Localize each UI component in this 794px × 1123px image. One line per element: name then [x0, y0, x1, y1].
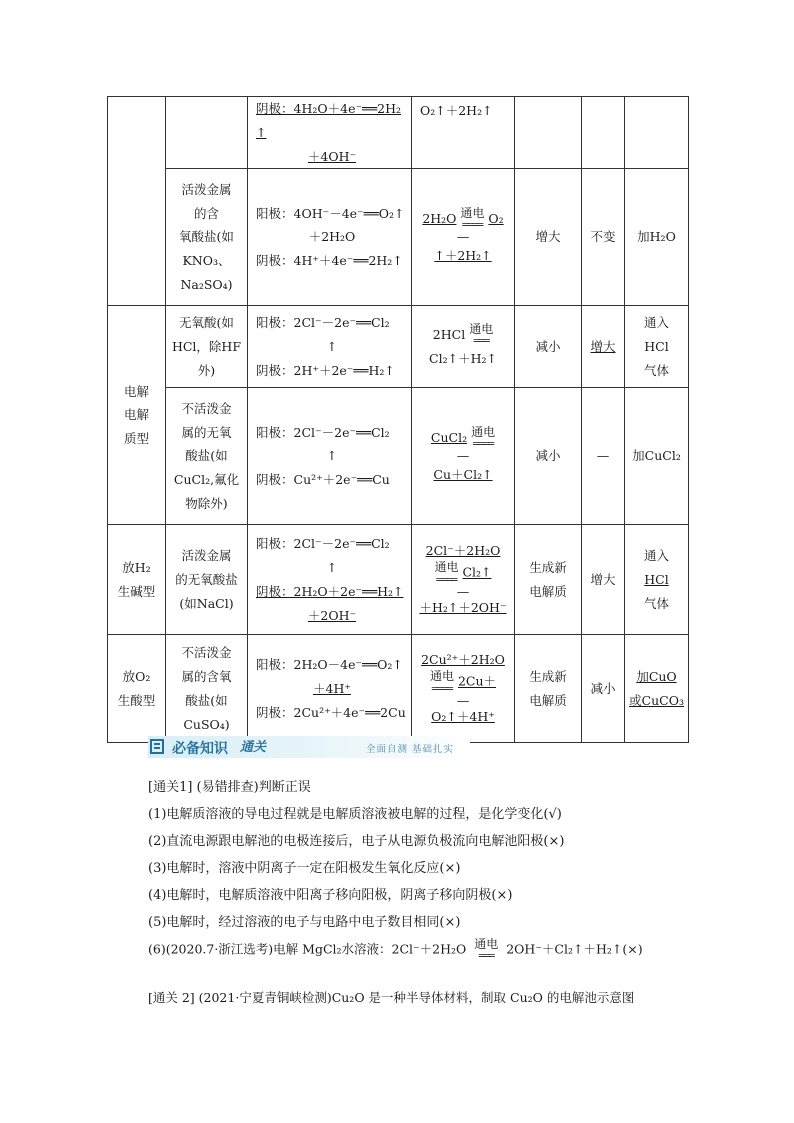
question-heading: [通关1] (易错排查)判断正误	[148, 780, 311, 795]
cathode-reaction-cont: ＋4OH⁻	[307, 148, 357, 164]
restore-method: 加CuO 或CuCO₃	[625, 635, 689, 743]
anode-reaction: 阳极：2Cl⁻－2e⁻══Cl₂	[256, 536, 390, 552]
equation-reactant: 2H₂O	[422, 210, 457, 226]
electrolysis-condition: 通电 ═══	[469, 321, 494, 348]
table-row	[108, 388, 689, 525]
change-cell	[582, 97, 625, 169]
ph-change: 生成新 电解质	[515, 525, 582, 635]
anode-reaction: 阳极：2H₂O－4e⁻══O₂↑	[256, 657, 403, 673]
table-row	[108, 306, 689, 388]
ph-cell	[515, 97, 582, 169]
electrolyte-cell-empty	[166, 97, 248, 169]
restore-cell	[625, 97, 689, 169]
electrolyte-line: Na₂SO₄)	[180, 276, 233, 292]
question-heading: [通关 2] (2021·宁夏青铜峡检测)Cu₂O 是一种半导体材料，制取 Cu₂O 的电解池示意图	[148, 990, 635, 1005]
electrode-reaction-cell	[248, 169, 412, 306]
electrolyte-cell: 不活泼金 属的含氧 酸盐(如 CuSO₄)	[166, 635, 248, 743]
electrode-reaction-cell: 阳极：2Cl⁻－2e⁻══Cl₂ ↑ 阴极：Cu²⁺＋2e⁻══Cu	[248, 388, 412, 525]
total-equation-cell	[412, 169, 515, 306]
section-banner	[148, 736, 470, 758]
electrolyte-line: KNO₃、	[182, 253, 231, 269]
table-row	[108, 169, 689, 306]
electrode-reaction-cell: 阳极：2Cl⁻－2e⁻══Cl₂ ↑ 阴极：2H⁺＋2e⁻══H₂↑	[248, 306, 412, 388]
total-equation-cell: 2Cl⁻＋2H₂O 通电 ════ Cl₂↑ — ＋H₂↑＋2OH⁻	[412, 525, 515, 635]
cathode-reaction: 阴极：Cu²⁺＋2e⁻══Cu	[256, 472, 390, 488]
restore-method: 通入 HCl 气体	[625, 525, 689, 635]
total-equation-cell: 2HCl 通电 ═══ Cl₂↑＋H₂↑	[412, 306, 515, 388]
ph-change: 增大	[515, 169, 582, 306]
concentration-change: 不变	[582, 169, 625, 306]
question-item: (6)(2020.7·浙江选考)电解 MgCl₂水溶液：2Cl⁻＋2H₂O 通电 ═══ 2OH⁻＋Cl₂↑＋H₂↑(×)	[148, 937, 643, 963]
concentration-change: 增大	[582, 525, 625, 635]
electrolyte-line: 活泼金属	[181, 181, 232, 197]
restore-method: 通入 HCl 气体	[625, 306, 689, 388]
electrolyte-line: 氧酸盐(如	[179, 229, 234, 245]
electrolysis-condition: 通电 ════	[434, 560, 459, 586]
electrode-reaction-cell: 阳极：2Cl⁻－2e⁻══Cl₂ ↑ 阴极：2H₂O＋2e⁻══H₂↑ ＋2OH⁻	[248, 525, 412, 635]
cathode-reaction: 阴极：2Cu²⁺＋4e⁻══2Cu	[256, 704, 406, 720]
total-equation-cell	[412, 97, 515, 169]
type-cell: 电解 电解 质型	[108, 306, 166, 525]
book-icon	[150, 739, 164, 754]
electrolysis-table	[107, 96, 689, 743]
question-item: (2)直流电源跟电解池的电极连接后，电子从电源负极流向电解池阳极(×)	[148, 834, 565, 849]
electrode-reaction-cell: 阳极：2H₂O－4e⁻══O₂↑ ＋4H⁺ 阴极：2Cu²⁺＋4e⁻══2Cu	[248, 635, 412, 743]
electrolysis-condition: 通电 ═══	[474, 937, 499, 963]
anode-reaction-cont: ＋2H₂O	[308, 229, 356, 245]
type-cell: 放H₂ 生碱型	[108, 525, 166, 635]
concentration-change: —	[582, 388, 625, 525]
anode-reaction: 阳极：2Cl⁻－2e⁻══Cl₂	[256, 315, 390, 331]
restore-method: 加CuCl₂	[625, 388, 689, 525]
restore-method: 加H₂O	[625, 169, 689, 306]
electrolyte-line: 的含	[193, 205, 219, 221]
type-cell: 放O₂ 生酸型	[108, 635, 166, 743]
concentration-change: 减小	[582, 635, 625, 743]
anode-reaction: 阳极：4OH⁻－4e⁻══O₂↑	[256, 205, 405, 221]
anode-reaction: 阳极：2Cl⁻－2e⁻══Cl₂	[256, 424, 390, 440]
electrolysis-condition: 通电 ════	[460, 206, 485, 232]
section-badge: 通关	[240, 740, 267, 755]
equation-product: O₂	[488, 210, 504, 226]
cathode-reaction: 阴极：4H₂O＋4e⁻══2H₂↑	[256, 101, 401, 140]
table-row	[108, 97, 689, 169]
electrolyte-cell: 无氧酸(如 HCl，除HF 外)	[166, 306, 248, 388]
electrolyte-cell	[166, 169, 248, 306]
concentration-change: 增大	[582, 306, 625, 388]
table-row	[108, 635, 689, 743]
equation-product: ↑＋2H₂↑	[434, 247, 492, 263]
electrolysis-condition: 通电 ════	[471, 425, 496, 451]
cathode-reaction: 阴极：2H⁺＋2e⁻══H₂↑	[256, 362, 395, 378]
total-equation: O₂↑＋2H₂↑	[420, 103, 493, 118]
total-equation-cell: 2Cu²⁺＋2H₂O 通电 ════ 2Cu＋ — O₂↑＋4H⁺	[412, 635, 515, 743]
question-item: (1)电解质溶液的导电过程就是电解质溶液被电解的过程，是化学变化(√)	[148, 807, 562, 822]
cathode-reaction: 阴极：2H₂O＋2e⁻══H₂↑	[256, 583, 404, 599]
section-subtitle: 全面自测 基础扎实	[366, 744, 455, 755]
ph-change: 生成新 电解质	[515, 635, 582, 743]
ph-change: 减小	[515, 388, 582, 525]
section-title: 必备知识	[172, 741, 228, 757]
electrolysis-condition: 通电 ════	[429, 669, 454, 695]
question-item: (5)电解时，经过溶液的电子与电路中电子数目相同(×)	[148, 915, 461, 930]
electrolyte-cell: 不活泼金 属的无氧 酸盐(如 CuCl₂,氟化 物除外)	[166, 388, 248, 525]
question-item: (3)电解时，溶液中阴离子一定在阳极发生氧化反应(×)	[148, 861, 461, 876]
total-equation-cell: CuCl₂ 通电 ════ — Cu＋Cl₂↑	[412, 388, 515, 525]
table-row	[108, 525, 689, 635]
ph-change: 减小	[515, 306, 582, 388]
cathode-reaction: 阴极：4H⁺＋4e⁻══2H₂↑	[256, 253, 403, 269]
equation-dash: —	[456, 229, 470, 245]
electrolyte-cell: 活泼金属 的无氧酸盐 (如NaCl)	[166, 525, 248, 635]
question-item: (4)电解时，电解质溶液中阳离子移向阳极，阴离子移向阴极(×)	[148, 888, 513, 903]
type-cell-empty	[108, 97, 166, 306]
electrode-reaction-cell	[248, 97, 412, 169]
